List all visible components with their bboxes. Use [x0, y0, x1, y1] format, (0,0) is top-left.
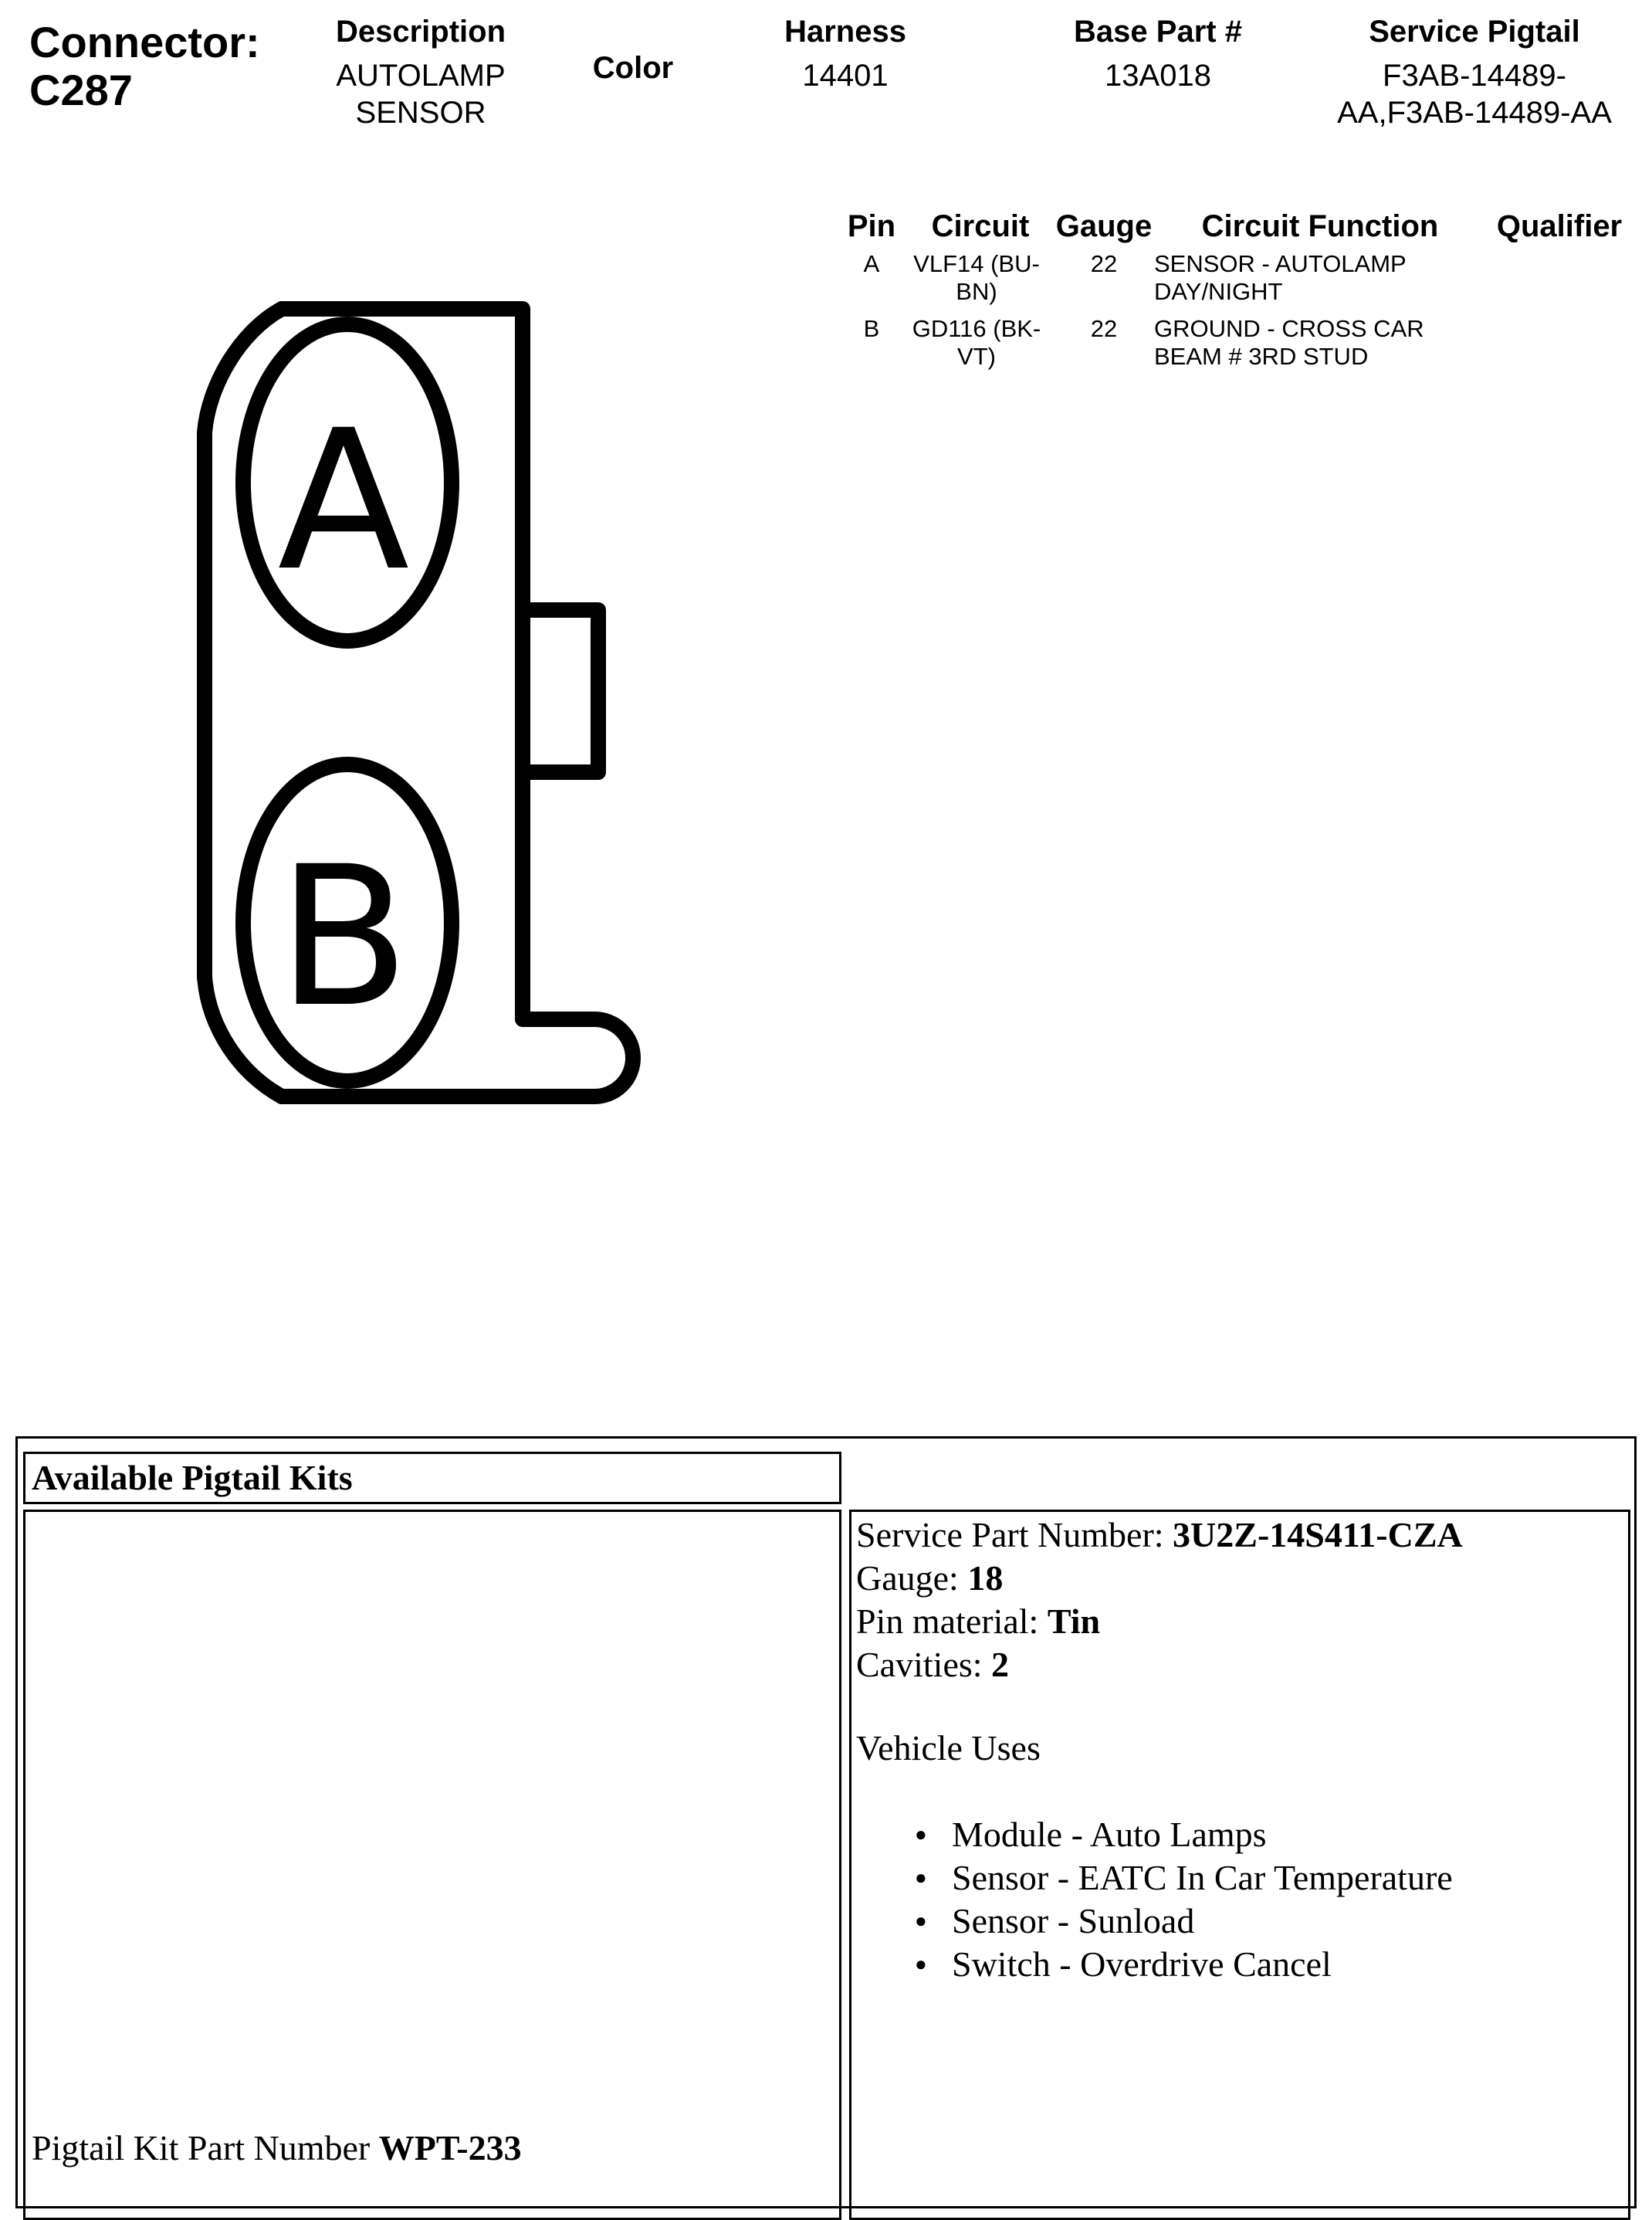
bullet-icon: ● [915, 1953, 927, 1975]
base-part-label: Base Part # [1074, 15, 1242, 49]
pin-table [826, 208, 1644, 378]
pigtail-kit-part-label: Pigtail Kit Part Number [32, 2128, 379, 2167]
pin-material-line [856, 1600, 1463, 1643]
pin-table-header-pin: Pin [847, 209, 896, 243]
pigtail-kits-title-box [23, 1452, 841, 1504]
pin-row-a-circuit: VLF14 (BU-BN) [913, 250, 1040, 305]
pin-row-b-pin: B [863, 315, 880, 342]
harness-value: 14401 [802, 59, 889, 93]
service-part-line [856, 1513, 1463, 1557]
pin-table-header-qualifier: Qualifier [1496, 209, 1623, 243]
connector-id: C287 [29, 66, 133, 114]
pin-table-header-gauge: Gauge [1055, 209, 1153, 243]
connector-label: Connector: [29, 18, 260, 66]
base-part-column [1042, 14, 1274, 94]
pigtail-kit-right-box [849, 1510, 1630, 2220]
vehicle-uses-list [915, 1813, 1463, 1986]
harness-label: Harness [784, 15, 906, 49]
cavities-value: 2 [991, 1645, 1010, 1684]
pin-row-b-circuit: GD116 (BK-VT) [912, 315, 1041, 370]
bullet-icon: ● [915, 1866, 927, 1889]
pigtail-kit-left-box [23, 1510, 841, 2220]
pigtail-kit-part-line [32, 2127, 522, 2170]
cavity-a-label: A [277, 388, 410, 613]
cavities-label: Cavities: [856, 1645, 992, 1684]
connector-title [29, 19, 260, 114]
pin-table-header-function: Circuit Function [1201, 209, 1439, 243]
connector-face-diagram [185, 293, 648, 1112]
vehicle-uses-label: Vehicle Uses [856, 1728, 1041, 1768]
list-item: ● Sensor - Sunload [952, 1900, 1463, 1943]
bullet-icon: ● [915, 1910, 927, 1932]
pigtail-kit-details [856, 1513, 1463, 1986]
cavities-line [856, 1643, 1463, 1686]
pin-table-header-circuit: Circuit [931, 209, 1030, 243]
service-pigtail-value: F3AB-14489-AA,F3AB-14489-AA [1337, 59, 1612, 130]
pin-row-a-function: SENSOR - AUTOLAMP DAY/NIGHT [1154, 250, 1407, 305]
service-part-label: Service Part Number: [856, 1515, 1173, 1554]
list-item: ● Module - Auto Lamps [952, 1813, 1463, 1856]
list-item: ● Sensor - EATC In Car Temperature [952, 1856, 1463, 1900]
pin-row-b-gauge: 22 [1090, 315, 1118, 342]
service-pigtail-label: Service Pigtail [1369, 15, 1580, 49]
pigtail-kit-part-value: WPT-233 [378, 2128, 522, 2167]
description-column [317, 14, 525, 131]
latch-tab [523, 610, 598, 772]
pin-row-a-pin: A [863, 250, 880, 277]
pin-row-a-gauge: 22 [1090, 250, 1118, 277]
pigtail-kits-title: Available Pigtail Kits [32, 1458, 353, 1497]
pin-material-value: Tin [1047, 1601, 1101, 1641]
gauge-label: Gauge: [856, 1558, 968, 1598]
bullet-icon: ● [915, 1823, 927, 1845]
gauge-line [856, 1557, 1463, 1600]
color-label: Color [592, 51, 674, 85]
gauge-value: 18 [967, 1558, 1004, 1598]
service-pigtail-column [1312, 14, 1637, 131]
pin-material-label: Pin material: [856, 1601, 1048, 1641]
list-item: ● Switch - Overdrive Cancel [952, 1943, 1463, 1986]
base-part-value: 13A018 [1105, 59, 1211, 93]
harness-column [764, 14, 926, 94]
description-label: Description [335, 15, 506, 49]
service-part-value: 3U2Z-14S411-CZA [1173, 1515, 1463, 1554]
cavity-b-label: B [277, 825, 410, 1049]
description-value: AUTOLAMP SENSOR [336, 59, 506, 130]
pin-row-b-function: GROUND - CROSS CAR BEAM # 3RD STUD [1154, 315, 1424, 370]
